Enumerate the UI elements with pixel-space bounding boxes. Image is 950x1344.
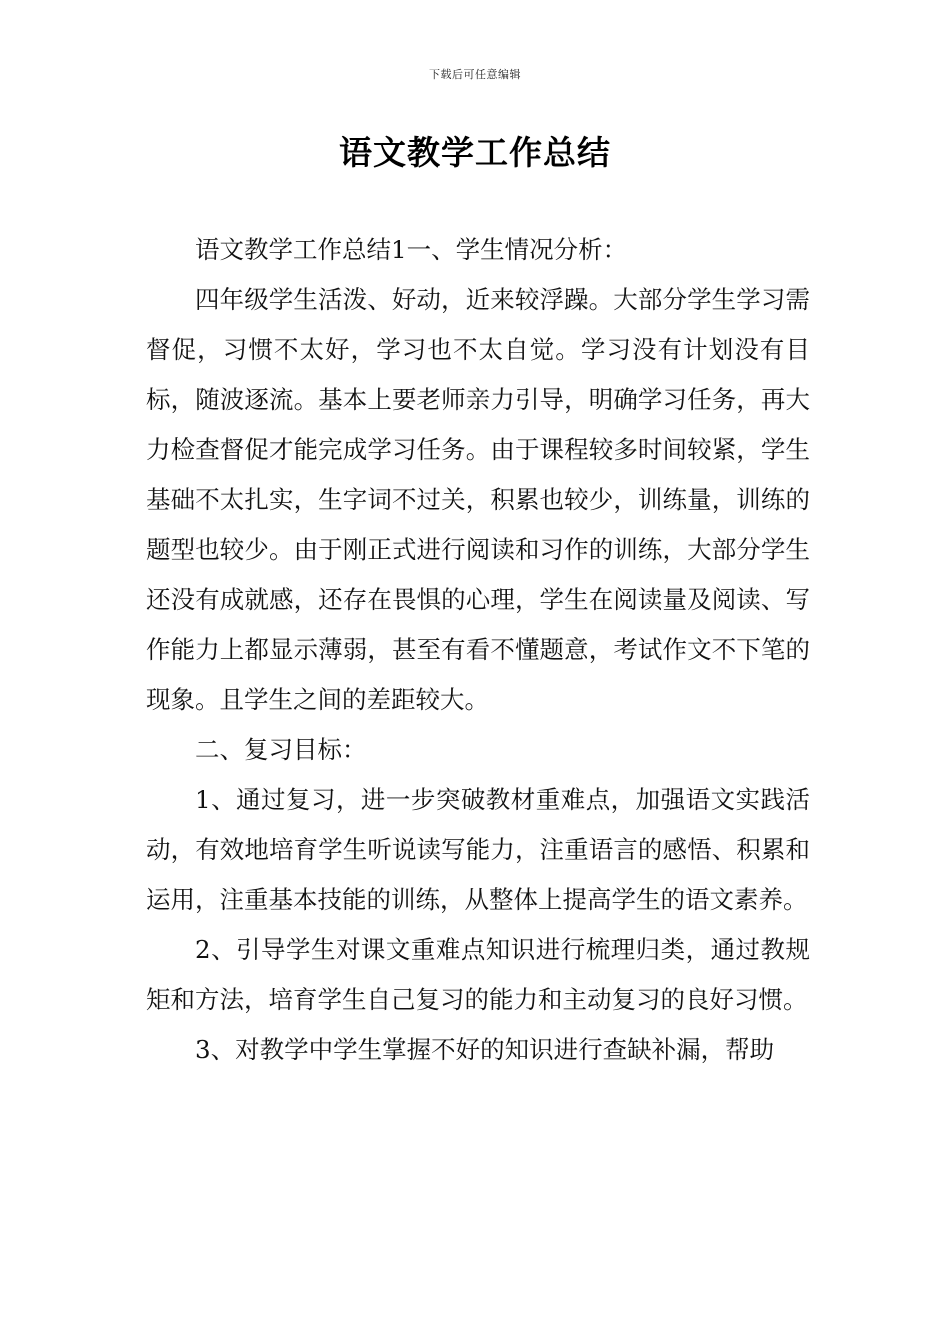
paragraph-intro: 语文教学工作总结1一、学生情况分析：: [195, 235, 628, 264]
document-body: [146, 225, 810, 1075]
paragraph-goal-1: 1、通过复习，进一步突破教材重难点，加强语文实践活动，有效地培育学生听说读写能力，注重语言的感悟、积累和运用，注重基本技能的训练，从整体上提高学生的语文素养。: [146, 785, 810, 914]
paragraph-review-goals-heading: 二、复习目标：: [195, 735, 367, 764]
paragraph-student-analysis: 四年级学生活泼、好动，近来较浮躁。大部分学生学习需督促，习惯不太好，学习也不太自觉。学习没有计划没有目标，随波逐流。基本上要老师亲力引导，明确学习任务，再大力检查督促才能完成学习任务。由于课程较多时间较紧，学生基础不太扎实，生字词不过关，积累也较少，训练量，训练的题型也较少。由于刚正式进行阅读和习作的训练，大部分学生还没有成就感，还存在畏惧的心理，学生在阅读量及阅读、写作能力上都显示薄弱，甚至有看不懂题意，考试作文不下笔的现象。且学生之间的差距较大。: [146, 285, 810, 714]
paragraph-goal-2: 2、引导学生对课文重难点知识进行梳理归类，通过教规矩和方法，培育学生自己复习的能力和主动复习的良好习惯。: [146, 935, 810, 1014]
paragraph-goal-3: 3、对教学中学生掌握不好的知识进行查缺补漏，帮助: [195, 1035, 775, 1064]
header-note: 下载后可任意编辑: [429, 68, 521, 81]
document-title: 语文教学工作总结: [339, 133, 611, 172]
